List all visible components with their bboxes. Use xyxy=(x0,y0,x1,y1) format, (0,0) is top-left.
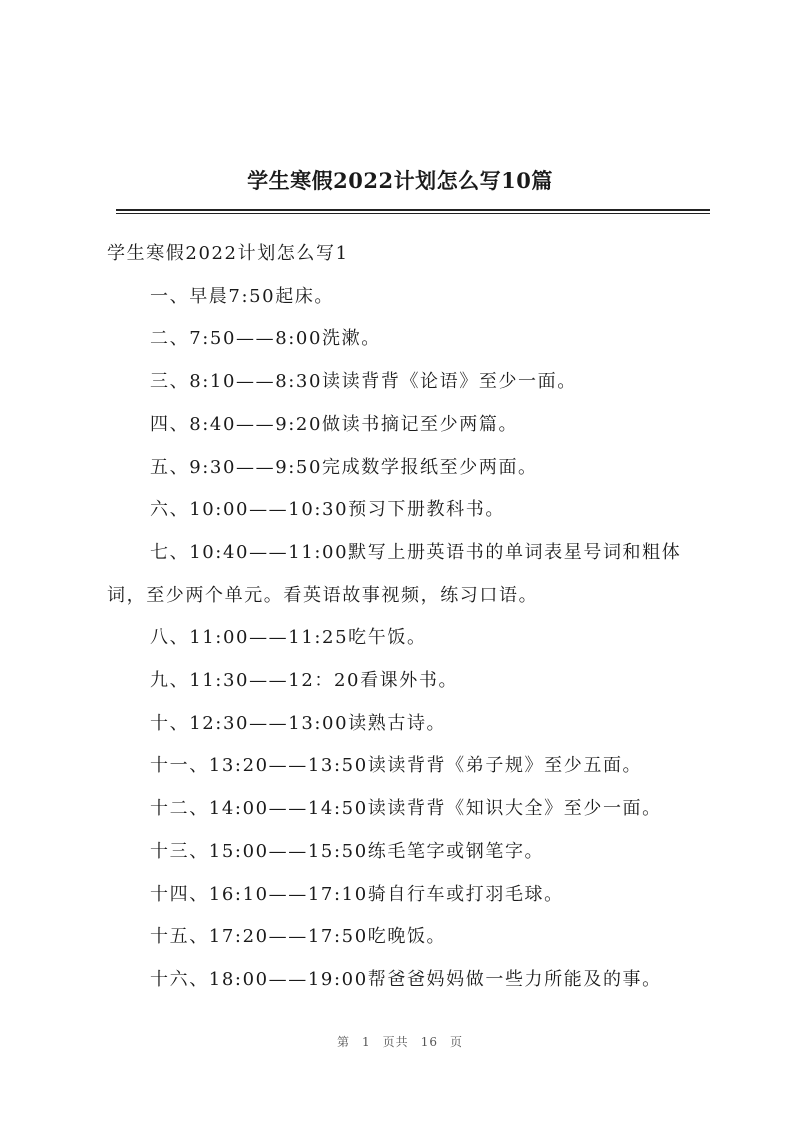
schedule-item: 十五、17:20——17:50吃晚饭。 xyxy=(150,926,447,948)
schedule-item: 六、10:00——10:30预习下册教科书。 xyxy=(150,499,505,521)
schedule-item: 四、8:40——9:20做读书摘记至少两篇。 xyxy=(150,413,519,435)
page-footer xyxy=(0,1033,800,1050)
document-title: 学生寒假2022计划怎么写10篇 xyxy=(247,168,553,193)
footer-label-of: 页共 xyxy=(382,1035,409,1049)
schedule-item: 十四、16:10——17:10骑自行车或打羽毛球。 xyxy=(150,883,564,905)
schedule-item: 五、9:30——9:50完成数学报纸至少两面。 xyxy=(150,456,538,478)
title-divider xyxy=(116,209,710,211)
schedule-item: 一、早晨7:50起床。 xyxy=(150,285,335,307)
schedule-item: 十、12:30——13:00读熟古诗。 xyxy=(150,712,447,734)
schedule-item: 三、8:10——8:30读读背背《论语》至少一面。 xyxy=(150,371,577,393)
section-heading: 学生寒假2022计划怎么写1 xyxy=(107,243,349,264)
schedule-item: 十二、14:00——14:50读读背背《知识大全》至少一面。 xyxy=(150,798,662,820)
schedule-item: 十六、18:00——19:00帮爸爸妈妈做一些力所能及的事。 xyxy=(150,968,662,990)
document-body xyxy=(107,233,697,1002)
footer-label-pages: 页 xyxy=(449,1035,463,1049)
footer-current-page: 1 xyxy=(362,1035,371,1049)
footer-total-pages: 16 xyxy=(420,1035,438,1049)
schedule-item: 十三、15:00——15:50练毛笔字或钢笔字。 xyxy=(150,840,545,862)
schedule-item: 八、11:00——11:25吃午饭。 xyxy=(150,627,427,649)
schedule-item: 九、11:30——12：20看课外书。 xyxy=(150,670,459,692)
footer-label-page: 第 xyxy=(337,1035,351,1049)
schedule-item: 二、7:50——8:00洗漱。 xyxy=(150,328,381,350)
schedule-item: 十一、13:20——13:50读读背背《弟子规》至少五面。 xyxy=(150,755,643,777)
schedule-item: 七、10:40——11:00默写上册英语书的单词表星号词和粗体词，至少两个单元。看英语故事视频，练习口语。 xyxy=(107,541,682,606)
